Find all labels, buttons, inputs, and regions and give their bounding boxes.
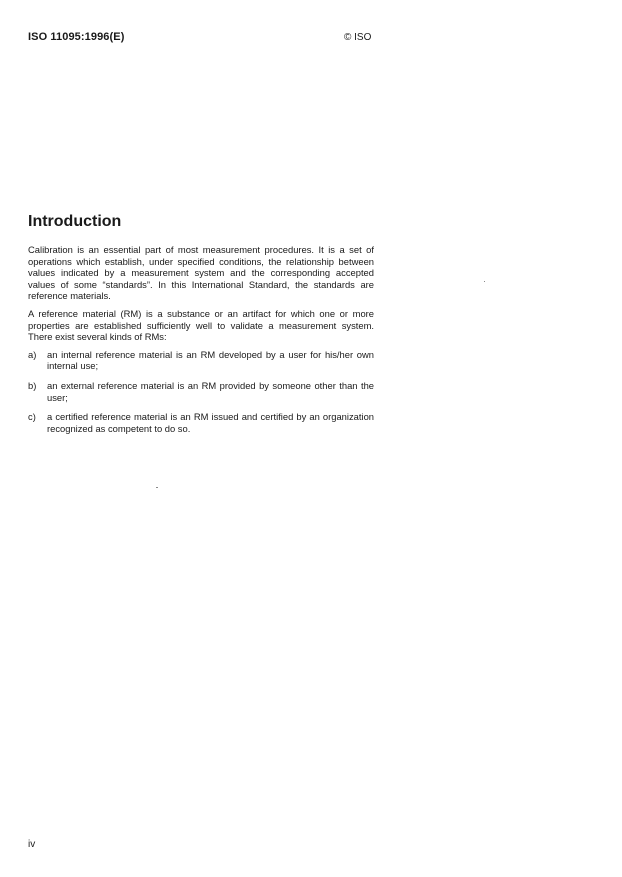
list-item-text: an internal reference material is an RM developed by a user for his/her own internal use; <box>47 348 374 372</box>
rm-kinds-list <box>28 349 374 435</box>
list-item <box>28 349 374 372</box>
body-text <box>28 244 374 442</box>
list-item-text: a certified reference material is an RM issued and certified by an organization recognized as competent to do so. <box>47 411 374 434</box>
list-item <box>28 380 374 403</box>
paragraph-calibration: Calibration is an essential part of most measurement procedures. It is a set of operations which establish, under specified conditions, the relationship between values indicated by a measurement system and the corresponding accepted values of some “standards”. In this International Standard, the standards are reference materials. <box>28 244 374 302</box>
page-number: iv <box>28 839 36 850</box>
scan-speck <box>156 487 158 488</box>
paragraph-reference-material: A reference material (RM) is a substance or an artifact for which one or more properties are established sufficiently well to validate a measurement system. There exist several kinds of RMs: <box>28 307 374 343</box>
list-item-text: an external reference material is an RM provided by someone other than the user; <box>47 379 374 403</box>
list-marker: a) <box>28 348 37 360</box>
list-marker: c) <box>28 411 36 423</box>
list-item <box>28 411 374 434</box>
scan-speck <box>484 281 485 282</box>
section-title: Introduction <box>28 213 122 230</box>
list-marker: b) <box>28 379 37 391</box>
document-id: ISO 11095:1996(E) <box>28 31 125 43</box>
copyright-notice: © ISO <box>344 32 372 43</box>
